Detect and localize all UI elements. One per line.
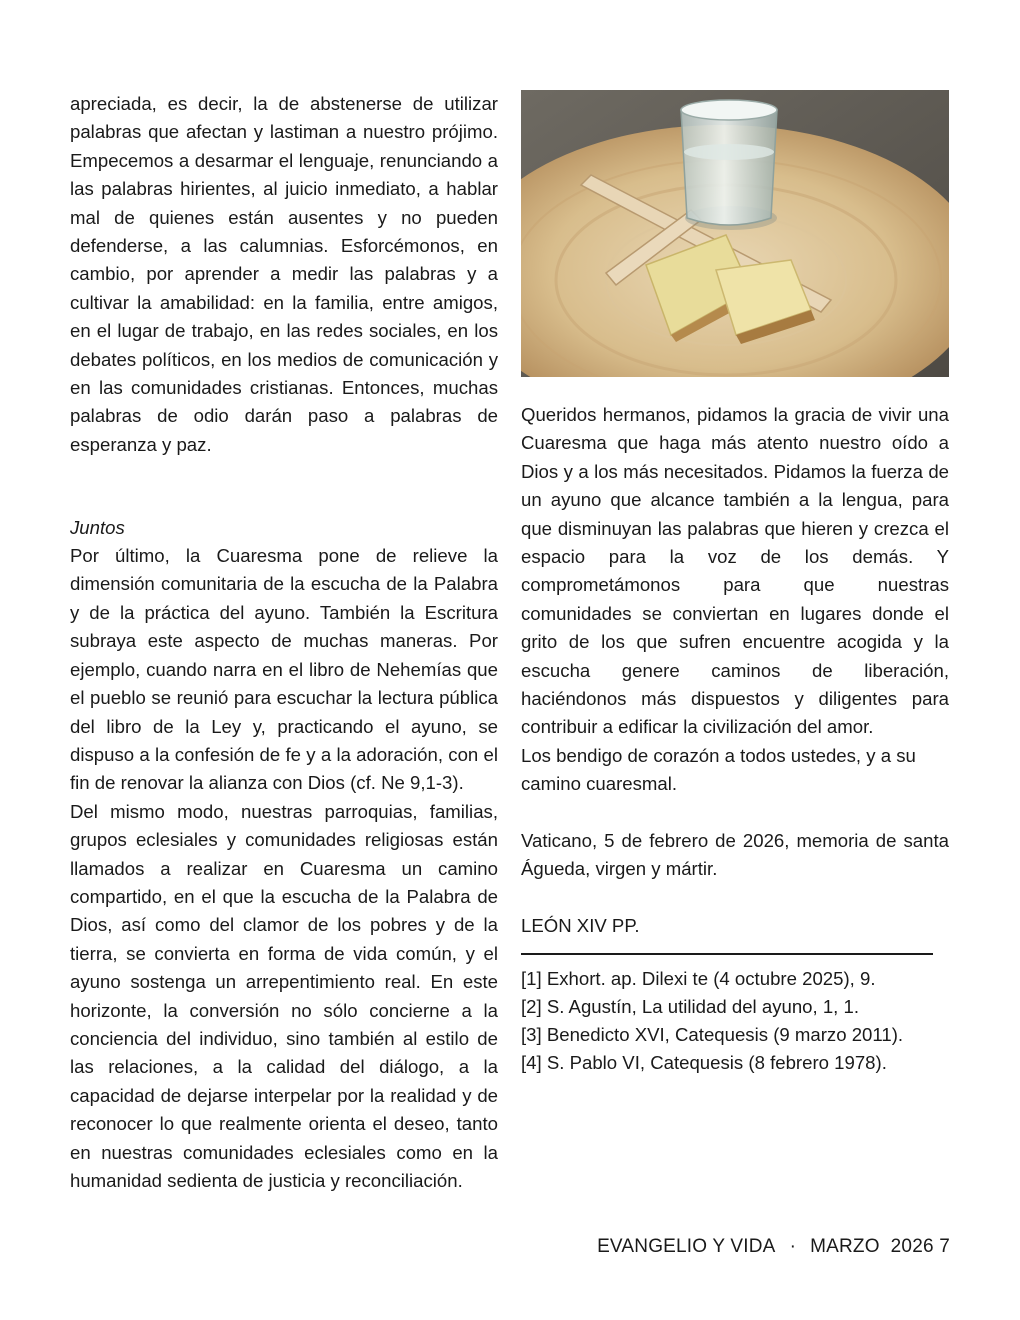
body-paragraph: Los bendigo de corazón a todos ustedes, y a su camino cuaresmal.: [521, 744, 916, 795]
footnote: [3] Benedicto XVI, Catequesis (9 marzo 2011).: [521, 1023, 904, 1045]
footer-separator: ·: [789, 1236, 797, 1257]
footnote: [2] S. Agustín, La utilidad del ayuno, 1, 1.: [521, 995, 860, 1017]
body-paragraph: apreciada, es decir, la de abstenerse de utilizar palabras que afectan y lastiman a nuestro prójimo. Empecemos a desarmar el lenguaje, renunciando a las palabras hirientes, al juicio inmediato, a hablar mal de quienes están ausentes y no pueden defenderse, a las calumnias. Esforcémonos, en cambio, por aprender a medir las palabras y a cultivar la amabilidad: en la familia, entre amigos, en el lugar de trabajo, en las redes sociales, en los debates políticos, en los medios de comunicación y en las comunidades cristianas. Entonces, muchas palabras de odio darán paso a palabras de esperanza y paz.: [70, 93, 498, 455]
signature-rule: [521, 953, 933, 955]
paragraph-gap: [521, 884, 949, 912]
paragraph-gap: [70, 488, 498, 514]
page-footer: [597, 1236, 950, 1258]
issue-date: MARZO 2026: [810, 1236, 934, 1257]
publication-name: EVANGELIO Y VIDA: [597, 1236, 776, 1257]
right-column: [521, 90, 949, 1077]
fasting-photo: [521, 90, 949, 377]
page-number: 7: [939, 1236, 950, 1257]
water-glass-icon: [681, 100, 777, 230]
dateline: Vaticano, 5 de febrero de 2026, memoria de santa Águeda, virgen y mártir.: [521, 830, 949, 880]
section-subheading: Juntos: [70, 516, 125, 538]
footnote: [1] Exhort. ap. Dilexi te (4 octubre 2025), 9.: [521, 967, 876, 989]
body-paragraph: Por último, la Cuaresma pone de relieve la dimensión comunitaria de la escucha de la Palabra y de la práctica del ayuno. También la Escritura subraya este aspecto de muchas maneras. Por ejemplo, cuando narra en el libro de Nehemías que el pueblo se reunió para escuchar la lectura pública del libro de la Ley y, practicando el ayuno, se dispuso a la confesión de fe y a la adoración, con el fin de renovar la alianza con Dios (cf. Ne 9,1-3).: [70, 545, 498, 794]
paragraph-gap: [70, 459, 498, 487]
body-paragraph: Del mismo modo, nuestras parroquias, familias, grupos eclesiales y comunidades religiosas están llamados a realizar en Cuaresma un camino compartido, en el que la escucha de la Palabra de Dios, así como del clamor de los pobres y de la tierra, se convierta en forma de vida común, y el ayuno sostenga un arrepentimiento real. En este horizonte, la conversión no sólo concierne a la conciencia del individuo, sino también al estilo de las relaciones, a la calidad del diálogo, a la capacidad de dejarse interpelar por la realidad y de reconocer lo que realmente orienta el deseo, tanto en nuestras comunidades eclesiales como en la humanidad sedienta de justicia y reconciliación.: [70, 800, 498, 1192]
left-column: [70, 90, 498, 1195]
signature: LEÓN XIV PP.: [521, 915, 640, 937]
paragraph-gap: [521, 799, 949, 827]
body-paragraph: Queridos hermanos, pidamos la gracia de vivir una Cuaresma que haga más atento nuestro oído a Dios y a los más necesitados. Pidamos la fuerza de un ayuno que alcance también a la lengua, para que disminuyan las palabras que hieren y crezca el espacio para la voz de los demás. Y comprometámonos para que nuestras comunidades se conviertan en lugares donde el grito de los que sufren encuentre acogida y la escucha genere caminos de liberación, haciéndonos más dispuestos y diligentes para contribuir a edificar la civilización del amor.: [521, 404, 949, 738]
footnote: [4] S. Pablo VI, Catequesis (8 febrero 1978).: [521, 1051, 887, 1073]
